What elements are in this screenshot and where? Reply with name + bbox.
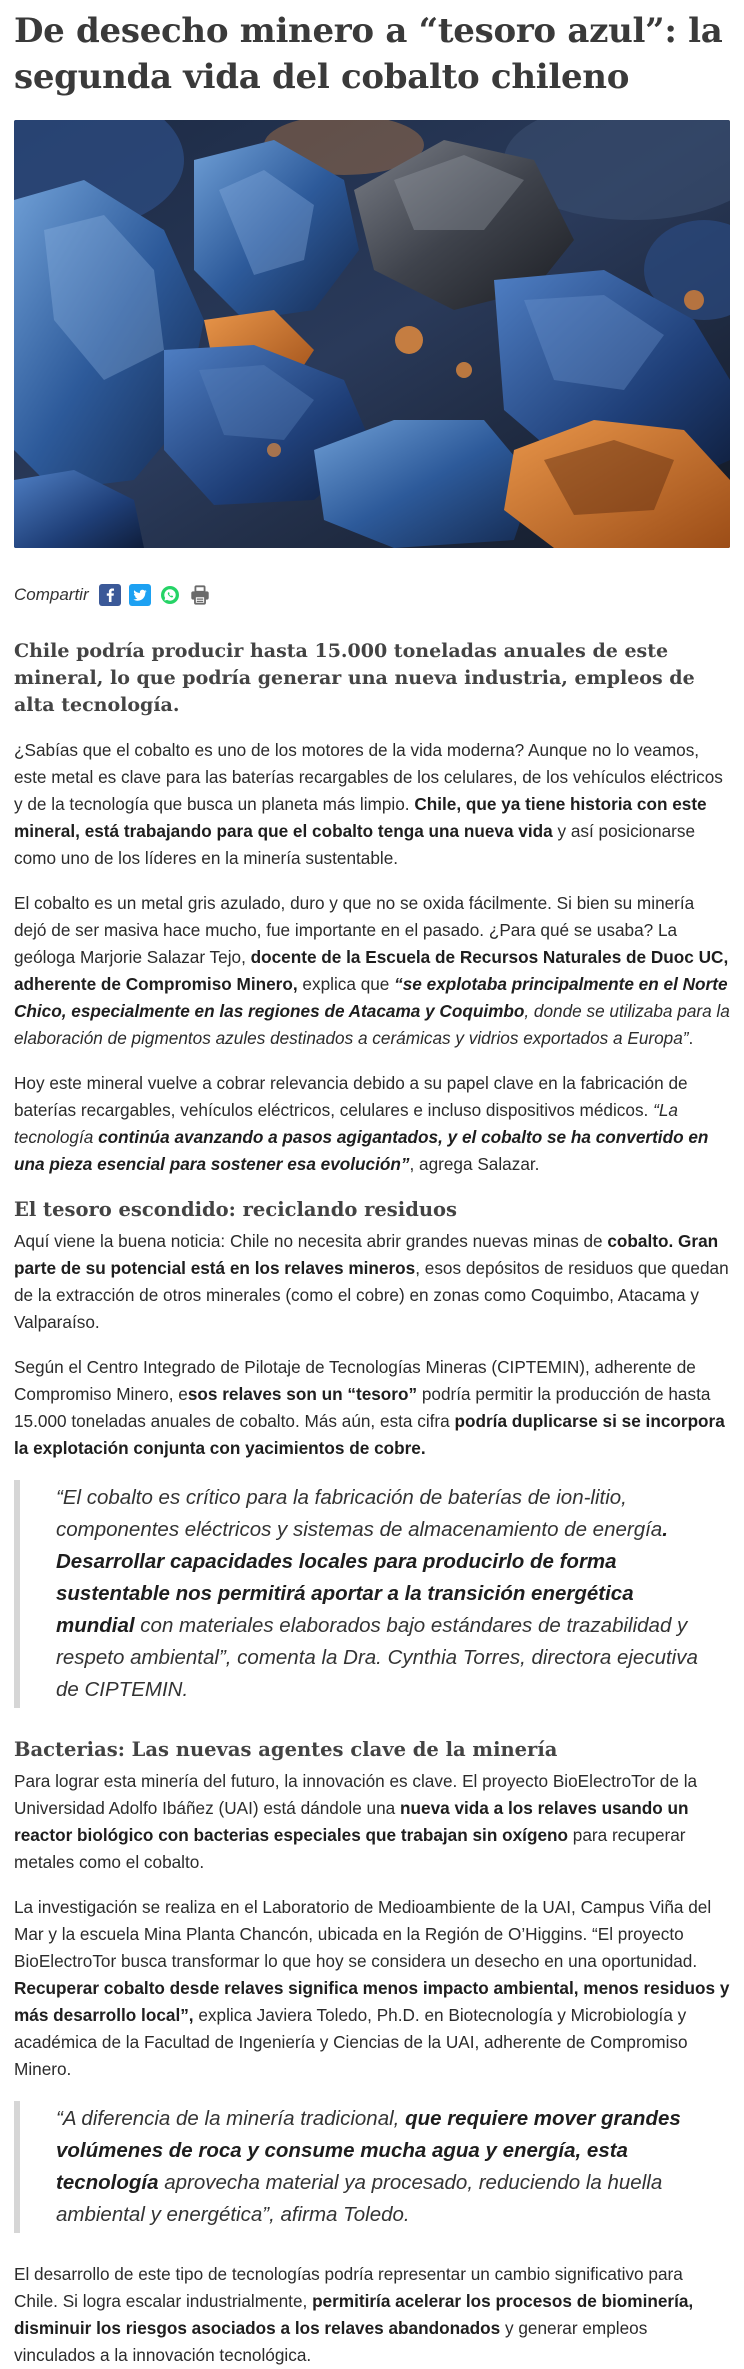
whatsapp-icon[interactable]	[159, 584, 181, 606]
quote-ciptemin: “El cobalto es crítico para la fabricación de baterías de ion-litio, componentes eléctricos y sistemas de almacenamiento de energía. Desarrollar capacidades locales para producirlo de forma sustentable nos permitirá aportar a la transición energética mundial con materiales elaborados bajo estándares de trazabilidad y respeto ambiental”, comenta la Dra. Cynthia Torres, directora ejecutiva de CIPTEMIN.	[14, 1480, 730, 1708]
print-icon[interactable]	[189, 584, 211, 606]
paragraph-3: Hoy este mineral vuelve a cobrar relevancia debido a su papel clave en la fabricación de baterías recargables, vehículos eléctricos, celulares e incluso dispositivos médicos. “La tecnología continúa avanzando a pasos agigantados, y el cobalto se ha convertido en una pieza esencial para sostener esa evolución”, agrega Salazar.	[14, 1073, 709, 1174]
article-title: De desecho minero a “tesoro azul”: la segunda vida del cobalto chileno	[14, 11, 723, 97]
share-bar	[14, 582, 730, 608]
paragraph-7: La investigación se realiza en el Laboratorio de Medioambiente de la UAI, Campus Viña del Mar y la escuela Mina Planta Chancón, ubicada en la Región de O’Higgins. “El proyecto BioElectroTor busca transformar lo que hoy se considera un desecho en una oportunidad. Recuperar cobalto desde relaves significa menos impacto ambiental, menos residuos y más desarrollo local”, explica Javiera Toledo, Ph.D. en Biotecnología y Microbiología y académica de la Facultad de Ingeniería y Ciencias de la UAI, adherente de Compromiso Minero.	[14, 1897, 730, 2079]
paragraph-6: Para lograr esta minería del futuro, la innovación es clave. El proyecto BioElectroTor de la Universidad Adolfo Ibáñez (UAI) está dándole una nueva vida a los relaves usando un reactor biológico con bacterias especiales que trabajan sin oxígeno para recuperar metales como el cobalto.	[14, 1771, 698, 1872]
section-heading-bacterias: Bacterias: Las nuevas agentes clave de la minería	[14, 1738, 558, 1761]
paragraph-2: El cobalto es un metal gris azulado, duro y que no se oxida fácilmente. Si bien su minería dejó de ser masiva hace mucho, fue importante en el pasado. ¿Para qué se usaba? La geóloga Marjorie Salazar Tejo, docente de la Escuela de Recursos Naturales de Duoc UC, adherente de Compromiso Minero, explica que “se explotaba principalmente en el Norte Chico, especialmente en las regiones de Atacama y Coquimbo, donde se utilizaba para la elaboración de pigmentos azules destinados a cerámicas y vidrios exportados a Europa”.	[14, 893, 730, 1048]
twitter-icon[interactable]	[129, 584, 151, 606]
facebook-icon[interactable]	[99, 584, 121, 606]
paragraph-5: Según el Centro Integrado de Pilotaje de Tecnologías Mineras (CIPTEMIN), adherente de Compromiso Minero, esos relaves son un “tesoro” podría permitir la producción de hasta 15.000 toneladas anuales de cobalto. Más aún, esta cifra podría duplicarse si se incorpora la explotación conjunta con yacimientos de cobre.	[14, 1357, 725, 1458]
paragraph-1: ¿Sabías que el cobalto es uno de los motores de la vida moderna? Aunque no lo veamos, este metal es clave para las baterías recargables de los celulares, de los vehículos eléctricos y de la tecnología que busca un planeta más limpio. Chile, que ya tiene historia con este mineral, está trabajando para que el cobalto tenga una nueva vida y así posicionarse como uno de los líderes en la minería sustentable.	[14, 740, 723, 868]
quote-toledo: “A diferencia de la minería tradicional, que requiere mover grandes volúmenes de roca y consume mucha agua y energía, esta tecnología aprovecha material ya procesado, reduciendo la huella ambiental y energética”, afirma Toledo.	[14, 2101, 730, 2233]
paragraph-8: El desarrollo de este tipo de tecnologías podría representar un cambio significativo para Chile. Si logra escalar industrialmente, permitiría acelerar los procesos de biominería, disminuir los riesgos asociados a los relaves abandonados y generar empleos vinculados a la innovación tecnológica.	[14, 2264, 694, 2365]
section-heading-tesoro: El tesoro escondido: reciclando residuos	[14, 1198, 457, 1221]
article-lead: Chile podría producir hasta 15.000 toneladas anuales de este mineral, lo que podría generar una nueva industria, empleos de alta tecnología.	[14, 640, 695, 716]
hero-image-cobalt-rocks	[14, 120, 730, 548]
article	[14, 0, 730, 2369]
share-label: Compartir	[14, 585, 89, 604]
paragraph-4: Aquí viene la buena noticia: Chile no necesita abrir grandes nuevas minas de cobalto. Gran parte de su potencial está en los relaves mineros, esos depósitos de residuos que quedan de la extracción de otros minerales (como el cobre) en zonas como Coquimbo, Atacama y Valparaíso.	[14, 1231, 729, 1332]
